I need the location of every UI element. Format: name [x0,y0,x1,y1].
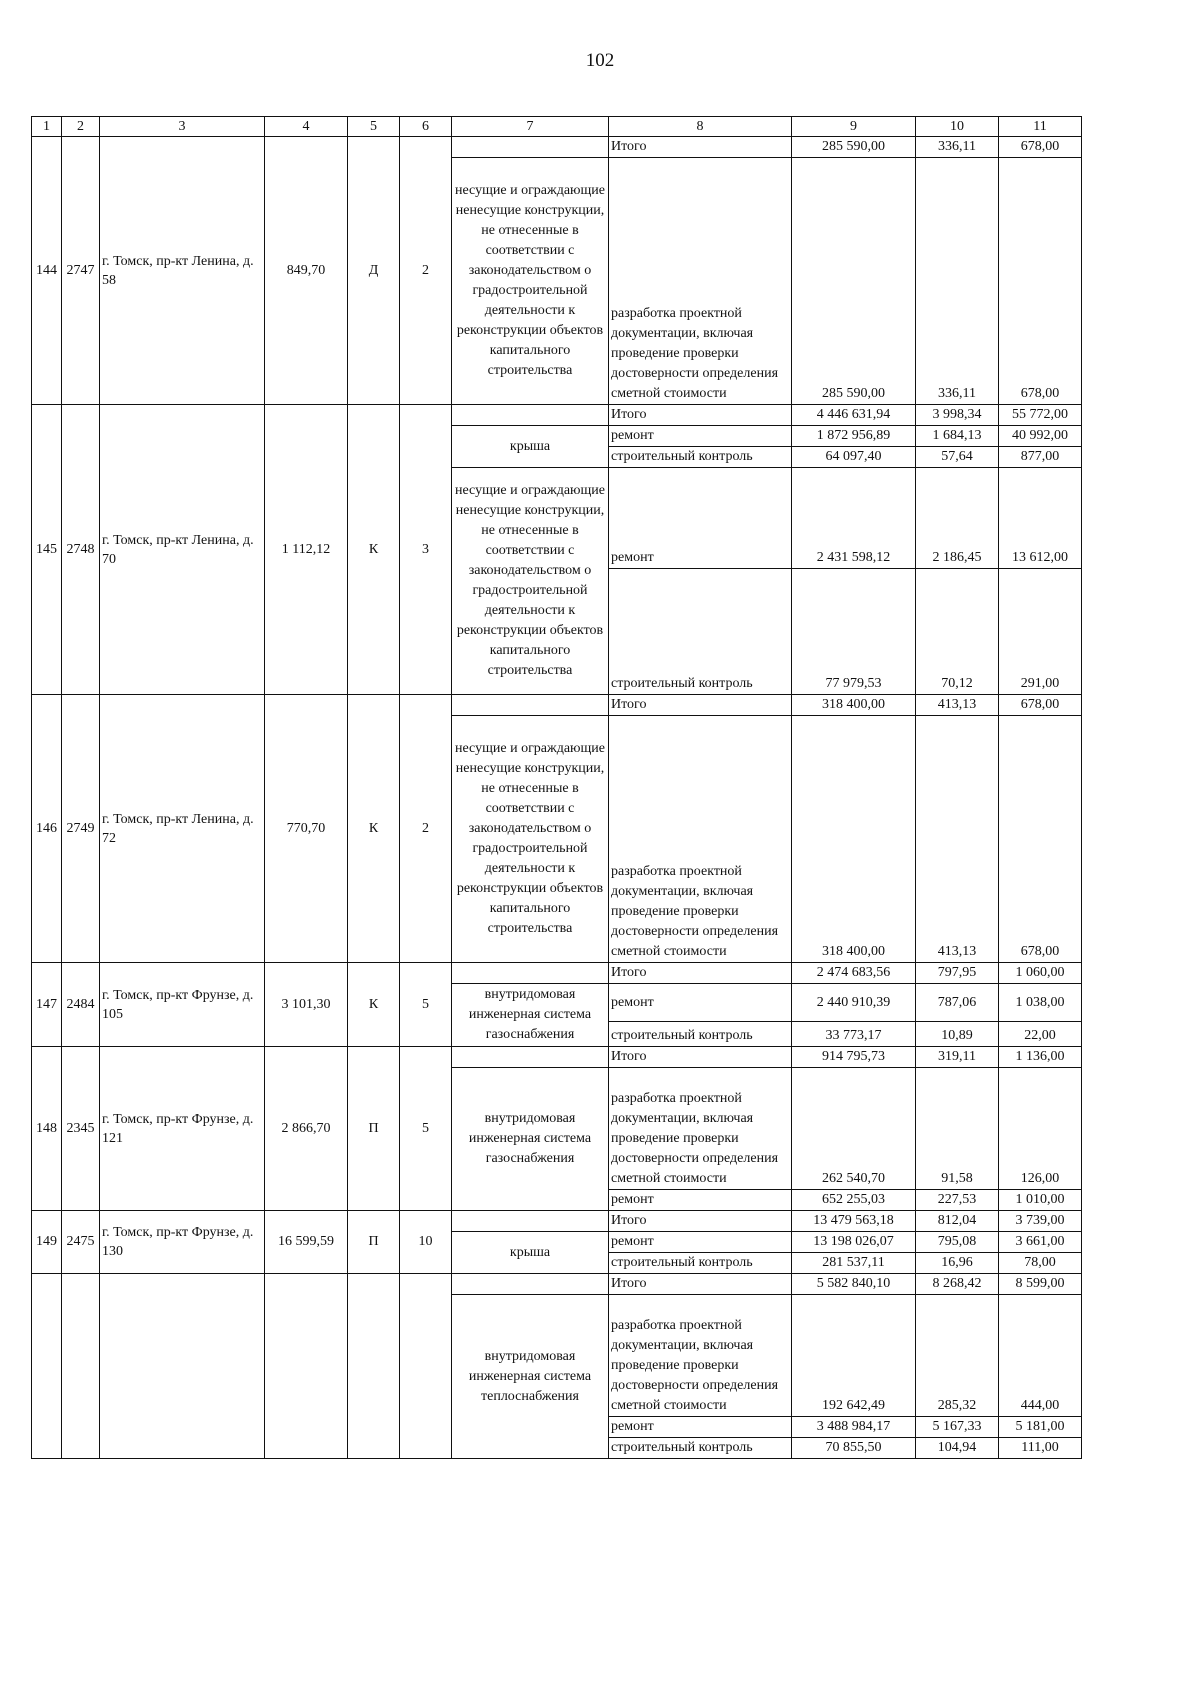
cost-limit: 78,00 [999,1253,1082,1274]
work-type: ремонт [609,426,792,447]
cost-total: 64 097,40 [792,447,916,468]
header-cell: 8 [609,117,792,137]
cost-total: 285 590,00 [792,137,916,158]
work-type: строительный контроль [609,1022,792,1047]
cost-per-m2: 10,89 [916,1022,999,1047]
header-cell: 5 [348,117,400,137]
cost-total: 2 440 910,39 [792,984,916,1022]
cost-limit: 678,00 [999,137,1082,158]
cost-per-m2: 104,94 [916,1438,999,1459]
category-empty [348,1274,400,1459]
cost-per-m2: 797,95 [916,963,999,984]
object-id: 2748 [62,405,100,695]
work-type: ремонт [609,1190,792,1211]
table-row [32,137,1082,158]
cost-total: 914 795,73 [792,1047,916,1068]
cost-limit: 678,00 [999,716,1082,963]
table-row [32,1047,1082,1068]
header-cell: 4 [265,117,348,137]
element-name: внутридомовая инженерная система газоснабжения [452,984,609,1047]
cost-limit: 1 038,00 [999,984,1082,1022]
work-type: разработка проектной документации, включая проведение проверки достоверности определения сметной стоимости [609,158,792,405]
cost-per-m2: 3 998,34 [916,405,999,426]
cost-total: 318 400,00 [792,716,916,963]
area: 1 112,12 [265,405,348,695]
element-name: крыша [452,426,609,468]
cost-per-m2: 787,06 [916,984,999,1022]
cost-per-m2: 5 167,33 [916,1417,999,1438]
header-cell: 11 [999,117,1082,137]
page-number: 102 [585,50,615,71]
address: г. Томск, пр-кт Фрунзе, д. 105 [100,963,265,1047]
cost-limit: 55 772,00 [999,405,1082,426]
element-cell-empty [452,1211,609,1232]
work-type: ремонт [609,984,792,1022]
work-type: разработка проектной документации, включая проведение проверки достоверности определения сметной стоимости [609,716,792,963]
area-empty [265,1274,348,1459]
work-type: строительный контроль [609,1253,792,1274]
cost-limit: 444,00 [999,1295,1082,1417]
cost-total: 13 198 026,07 [792,1232,916,1253]
cost-total: 13 479 563,18 [792,1211,916,1232]
work-type: ремонт [609,468,792,569]
cost-per-m2: 2 186,45 [916,468,999,569]
cost-total: 3 488 984,17 [792,1417,916,1438]
category: К [348,695,400,963]
address: г. Томск, пр-кт Ленина, д. 58 [100,137,265,405]
cost-total: 281 537,11 [792,1253,916,1274]
cost-total: 192 642,49 [792,1295,916,1417]
element-name: крыша [452,1232,609,1274]
row-number: 149 [32,1211,62,1274]
cost-total: 4 446 631,94 [792,405,916,426]
header-cell: 6 [400,117,452,137]
cost-limit: 126,00 [999,1068,1082,1190]
cost-total: 2 431 598,12 [792,468,916,569]
cost-total: 262 540,70 [792,1068,916,1190]
cost-per-m2: 227,53 [916,1190,999,1211]
floors: 3 [400,405,452,695]
cost-per-m2: 413,13 [916,716,999,963]
floors-empty [400,1274,452,1459]
floors: 5 [400,963,452,1047]
category: П [348,1211,400,1274]
itogo-label: Итого [609,405,792,426]
cost-per-m2: 812,04 [916,1211,999,1232]
element-name: несущие и ограждающие ненесущие конструкции, не отнесенные в соответствии с законодательством о градостроительной деятельности к реконструкции объектов капитального строительства [452,468,609,695]
cost-per-m2: 336,11 [916,137,999,158]
cost-per-m2: 319,11 [916,1047,999,1068]
cost-per-m2: 8 268,42 [916,1274,999,1295]
cost-total: 5 582 840,10 [792,1274,916,1295]
element-name: несущие и ограждающие ненесущие конструкции, не отнесенные в соответствии с законодательством о градостроительной деятельности к реконструкции объектов капитального строительства [452,158,609,405]
object-id: 2484 [62,963,100,1047]
object-id: 2475 [62,1211,100,1274]
cost-limit: 1 136,00 [999,1047,1082,1068]
row-number: 147 [32,963,62,1047]
header-row [32,117,1082,137]
element-name: внутридомовая инженерная система теплоснабжения [452,1295,609,1459]
cost-per-m2: 413,13 [916,695,999,716]
header-cell: 9 [792,117,916,137]
cost-total: 318 400,00 [792,695,916,716]
itogo-label: Итого [609,695,792,716]
row-number: 148 [32,1047,62,1211]
itogo-label: Итого [609,1211,792,1232]
cost-limit: 877,00 [999,447,1082,468]
work-type: ремонт [609,1232,792,1253]
cost-limit: 3 661,00 [999,1232,1082,1253]
cost-per-m2: 285,32 [916,1295,999,1417]
category: Д [348,137,400,405]
header-cell: 7 [452,117,609,137]
address: г. Томск, пр-кт Ленина, д. 70 [100,405,265,695]
cost-total: 2 474 683,56 [792,963,916,984]
object-id: 2345 [62,1047,100,1211]
area: 849,70 [265,137,348,405]
cost-per-m2: 91,58 [916,1068,999,1190]
cost-per-m2: 16,96 [916,1253,999,1274]
floors: 5 [400,1047,452,1211]
cost-limit: 40 992,00 [999,426,1082,447]
cost-limit: 111,00 [999,1438,1082,1459]
floors: 2 [400,695,452,963]
row-number: 145 [32,405,62,695]
table-row [32,695,1082,716]
work-type: строительный контроль [609,1438,792,1459]
area: 770,70 [265,695,348,963]
capital-repair-table [31,116,1082,1459]
object-id: 2747 [62,137,100,405]
itogo-label: Итого [609,1274,792,1295]
area: 16 599,59 [265,1211,348,1274]
element-name: несущие и ограждающие ненесущие конструкции, не отнесенные в соответствии с законодательством о градостроительной деятельности к реконструкции объектов капитального строительства [452,716,609,963]
address: г. Томск, пр-кт Фрунзе, д. 121 [100,1047,265,1211]
element-name: внутридомовая инженерная система газоснабжения [452,1068,609,1211]
cost-limit: 5 181,00 [999,1417,1082,1438]
element-cell-empty [452,405,609,426]
address: г. Томск, пр-кт Ленина, д. 72 [100,695,265,963]
cost-total: 33 773,17 [792,1022,916,1047]
table-row [32,1274,1082,1295]
object-id-empty [62,1274,100,1459]
cost-limit: 291,00 [999,569,1082,695]
cost-per-m2: 336,11 [916,158,999,405]
floors: 2 [400,137,452,405]
work-type: разработка проектной документации, включая проведение проверки достоверности определения сметной стоимости [609,1068,792,1190]
object-id: 2749 [62,695,100,963]
area: 3 101,30 [265,963,348,1047]
category: К [348,405,400,695]
header-cell: 1 [32,117,62,137]
cost-total: 285 590,00 [792,158,916,405]
cost-limit: 3 739,00 [999,1211,1082,1232]
cost-per-m2: 57,64 [916,447,999,468]
cost-limit: 678,00 [999,695,1082,716]
cost-total: 652 255,03 [792,1190,916,1211]
table-row [32,1211,1082,1232]
cost-total: 70 855,50 [792,1438,916,1459]
category: К [348,963,400,1047]
cost-limit: 678,00 [999,158,1082,405]
header-cell: 10 [916,117,999,137]
cost-limit: 1 060,00 [999,963,1082,984]
floors: 10 [400,1211,452,1274]
cost-per-m2: 70,12 [916,569,999,695]
header-cell: 2 [62,117,100,137]
itogo-label: Итого [609,963,792,984]
row-number: 146 [32,695,62,963]
cost-total: 77 979,53 [792,569,916,695]
address: г. Томск, пр-кт Фрунзе, д. 130 [100,1211,265,1274]
cost-total: 1 872 956,89 [792,426,916,447]
cost-limit: 8 599,00 [999,1274,1082,1295]
cost-limit: 1 010,00 [999,1190,1082,1211]
element-cell-empty [452,695,609,716]
category: П [348,1047,400,1211]
address-empty [100,1274,265,1459]
work-type: строительный контроль [609,447,792,468]
cost-per-m2: 1 684,13 [916,426,999,447]
row-number-empty [32,1274,62,1459]
cost-limit: 22,00 [999,1022,1082,1047]
row-number: 144 [32,137,62,405]
element-cell-empty [452,137,609,158]
element-cell-empty [452,1047,609,1068]
work-type: строительный контроль [609,569,792,695]
area: 2 866,70 [265,1047,348,1211]
element-cell-empty [452,963,609,984]
table-row [32,963,1082,984]
cost-per-m2: 795,08 [916,1232,999,1253]
itogo-label: Итого [609,1047,792,1068]
cost-limit: 13 612,00 [999,468,1082,569]
element-cell-empty [452,1274,609,1295]
header-cell: 3 [100,117,265,137]
work-type: ремонт [609,1417,792,1438]
table-row [32,405,1082,426]
work-type: разработка проектной документации, включая проведение проверки достоверности определения сметной стоимости [609,1295,792,1417]
itogo-label: Итого [609,137,792,158]
